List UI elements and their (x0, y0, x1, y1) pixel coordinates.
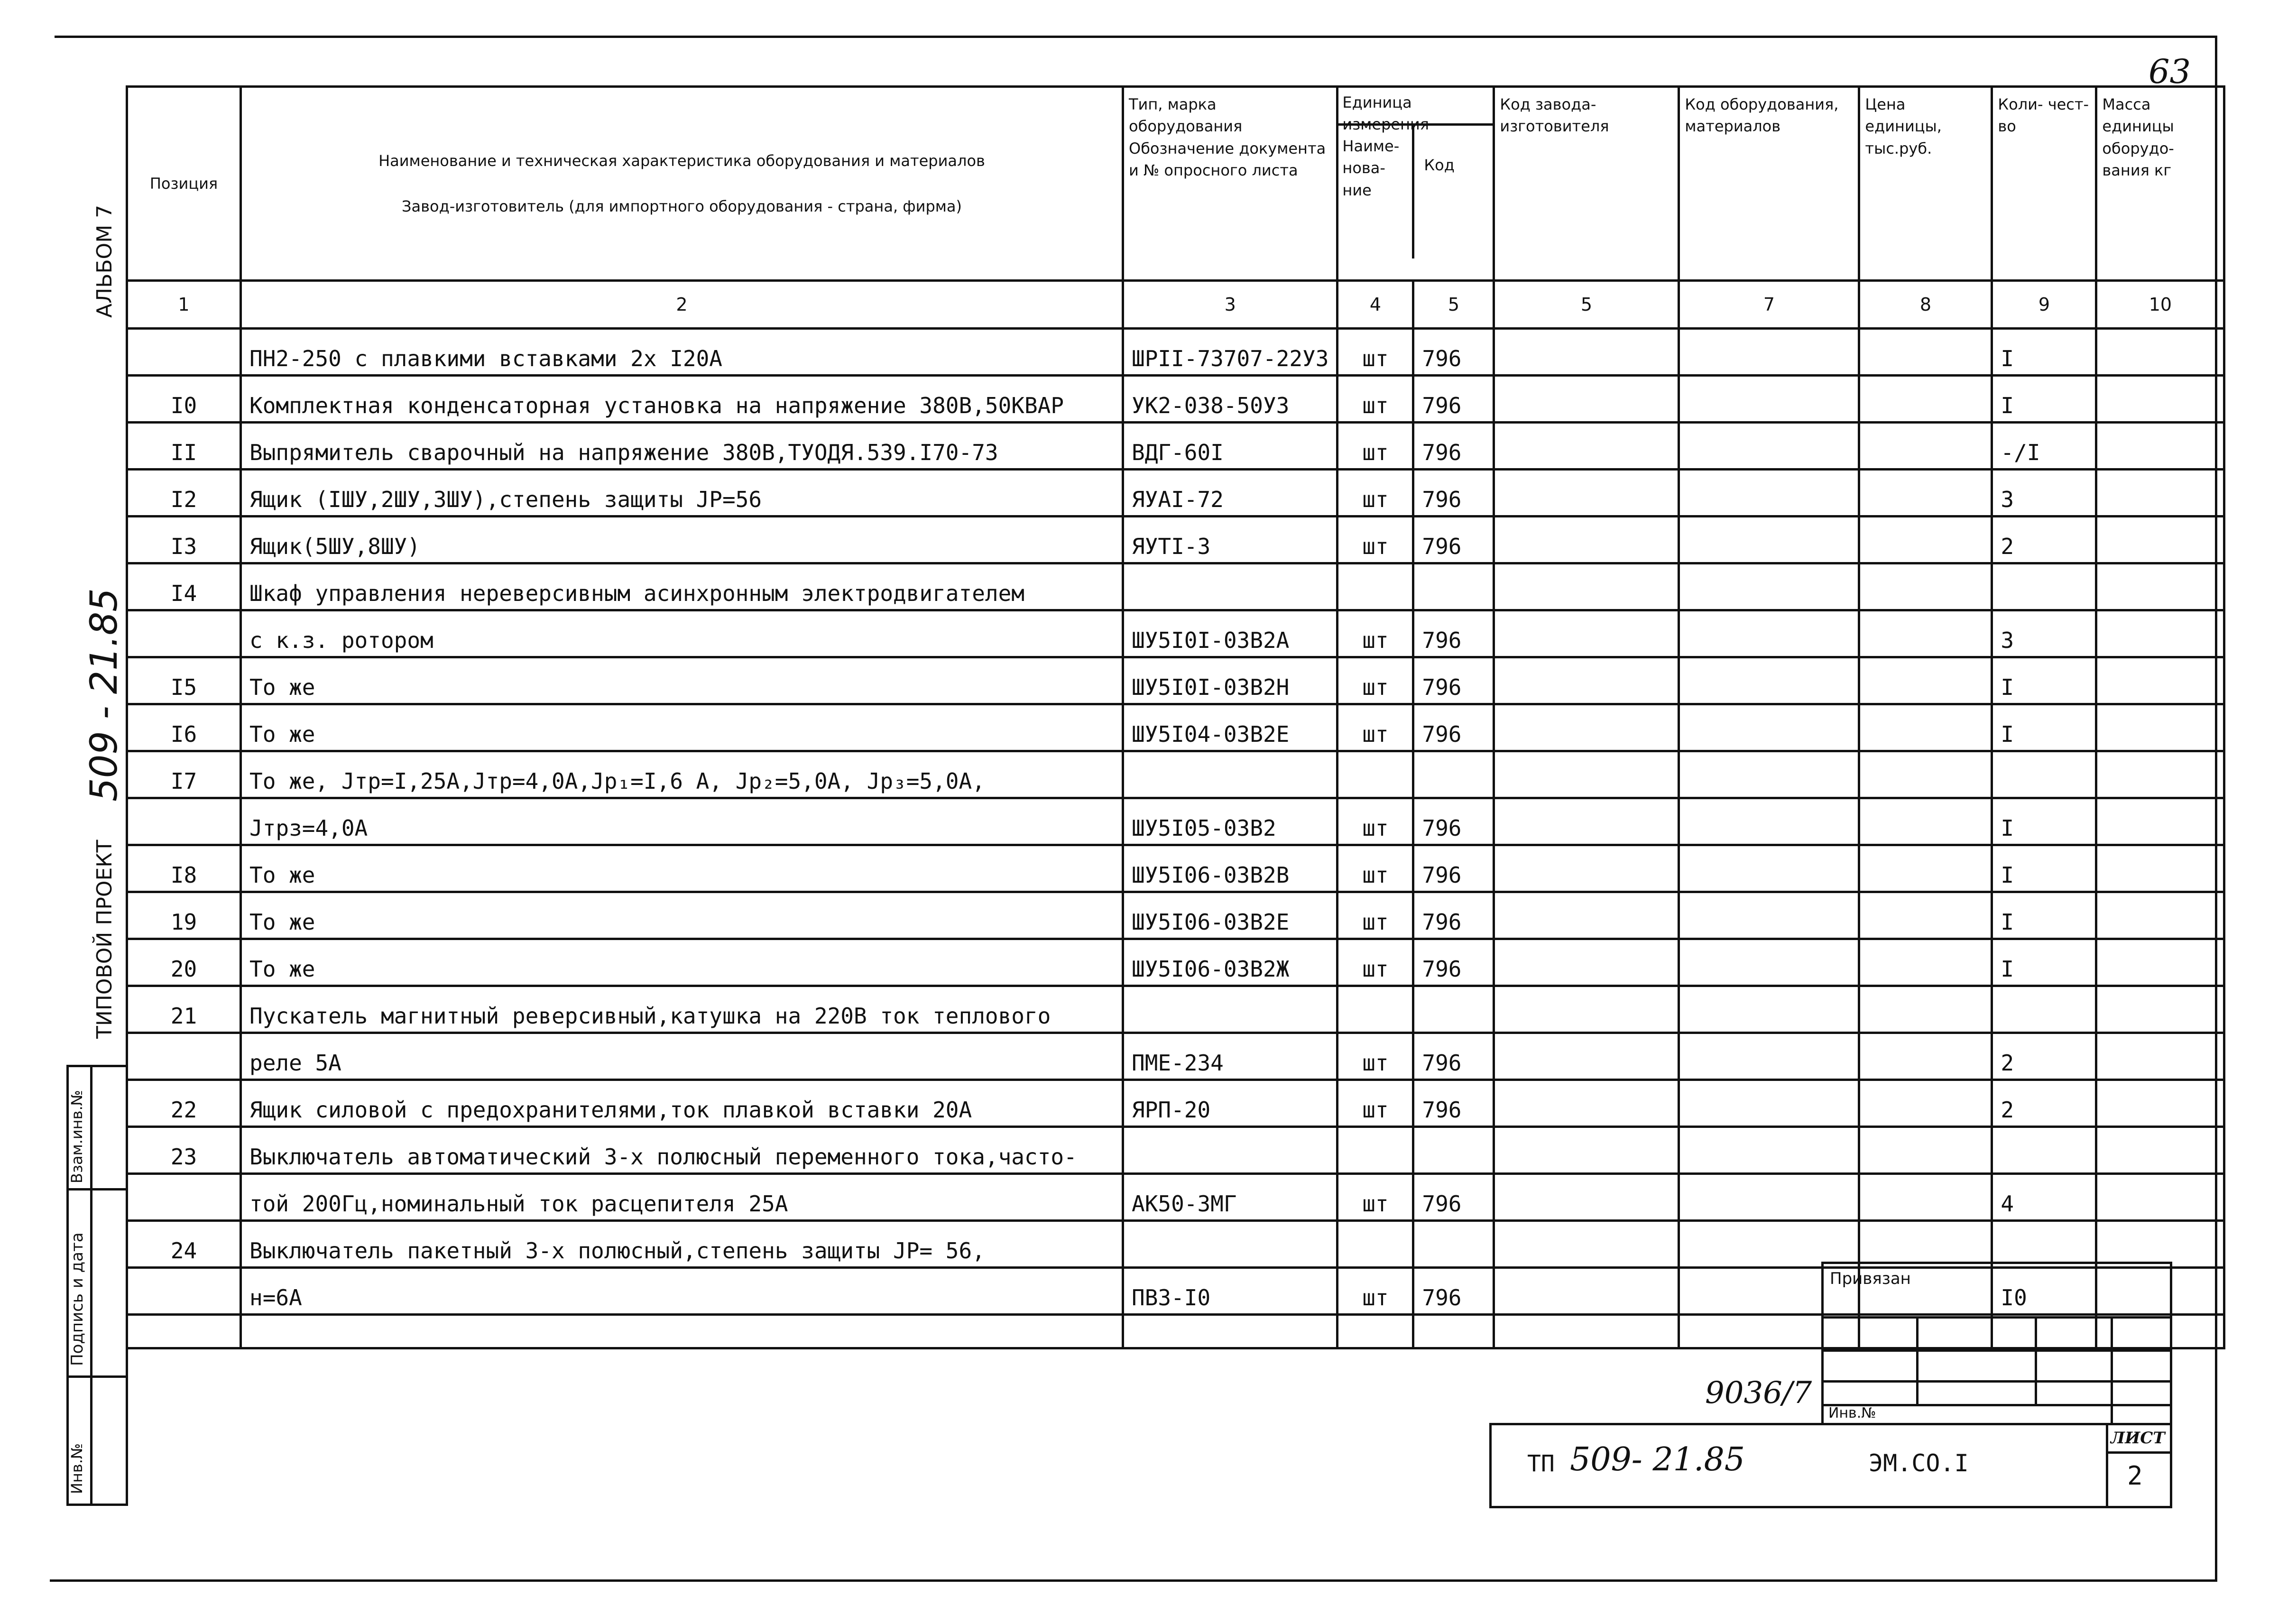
row-position (127, 1033, 241, 1080)
row-name: То же (241, 657, 1123, 704)
row-equipment-code (1679, 470, 1859, 517)
row-quantity (1992, 751, 2096, 798)
row-quantity: I (1992, 329, 2096, 376)
row-name: То же (241, 939, 1123, 986)
row-equipment-code (1679, 423, 1859, 470)
row-price (1859, 986, 1992, 1033)
row-type (1123, 563, 1337, 610)
privyazan-line-2 (1821, 1349, 2172, 1352)
row-factory-code (1494, 329, 1679, 376)
row-type: ШУ5I04-03В2Е (1123, 704, 1337, 751)
row-equipment-code (1679, 751, 1859, 798)
row-equipment-code (1679, 610, 1859, 657)
header-factory-code: Код завода- изготовителя (1494, 87, 1679, 281)
side-album: АЛЬБОМ 7 (92, 204, 117, 318)
row-quantity: I0 (1992, 1268, 2096, 1315)
row-price (1859, 1127, 1992, 1174)
row-code: 796 (1413, 517, 1494, 563)
tp-prefix: ТП (1527, 1450, 1555, 1477)
row-name: Ящик силовой с предохранителями,ток плавкой вставки 20А (241, 1080, 1123, 1127)
row-name: То же (241, 845, 1123, 892)
row-unit: шт (1337, 1268, 1413, 1315)
row-equipment-code (1679, 517, 1859, 563)
header-quantity: Коли- чест- во (1992, 87, 2096, 281)
row-unit: шт (1337, 657, 1413, 704)
side-box-line-1 (66, 1188, 128, 1190)
row-position: I5 (127, 657, 241, 704)
row-equipment-code (1679, 798, 1859, 845)
row-price (1859, 657, 1992, 704)
header-unit-title: Единица измерения (1338, 88, 1493, 126)
row-price (1859, 704, 1992, 751)
sheet-line (2106, 1451, 2172, 1454)
row-mass (2096, 845, 2224, 892)
row-position: II (127, 423, 241, 470)
row-equipment-code (1679, 939, 1859, 986)
row-position (127, 329, 241, 376)
row-type: ЯУАI-72 (1123, 470, 1337, 517)
row-mass (2096, 1174, 2224, 1221)
row-mass (2096, 610, 2224, 657)
table-row (127, 329, 2224, 376)
column-number: 7 (1679, 281, 1859, 329)
row-type (1123, 1315, 1337, 1348)
row-quantity: 3 (1992, 610, 2096, 657)
row-unit: шт (1337, 798, 1413, 845)
row-mass (2096, 939, 2224, 986)
row-quantity: I (1992, 892, 2096, 939)
row-type: АК50-3МГ (1123, 1174, 1337, 1221)
row-quantity: I (1992, 845, 2096, 892)
header-name (241, 87, 1123, 281)
row-equipment-code (1679, 1174, 1859, 1221)
header-name-line1: Наименование и техническая характеристика оборудования и материалов (378, 151, 985, 170)
row-quantity: -/I (1992, 423, 2096, 470)
table-row (127, 1033, 2224, 1080)
header-price: Цена единицы, тыс.руб. (1859, 87, 1992, 281)
row-name: той 200Гц,номинальный ток расцепителя 25А (241, 1174, 1123, 1221)
table-row (127, 986, 2224, 1033)
row-position (127, 1268, 241, 1315)
row-unit: шт (1337, 470, 1413, 517)
header-unit-code: Код (1424, 156, 1455, 174)
row-equipment-code (1679, 657, 1859, 704)
row-position: I8 (127, 845, 241, 892)
top-border (55, 36, 2217, 38)
privyazan-col-2 (2035, 1316, 2037, 1404)
row-unit (1337, 1315, 1413, 1348)
row-mass (2096, 892, 2224, 939)
specification-table (126, 85, 2225, 1349)
row-code: 796 (1413, 610, 1494, 657)
side-inv: Инв.№ (68, 1443, 86, 1494)
row-mass (2096, 329, 2224, 376)
row-type: ШУ5I0I-03В2А (1123, 610, 1337, 657)
row-price (1859, 892, 1992, 939)
row-type (1123, 986, 1337, 1033)
row-type: ВДГ-60I (1123, 423, 1337, 470)
column-number: 5 (1494, 281, 1679, 329)
row-type: ШУ5I06-03В2В (1123, 845, 1337, 892)
row-mass (2096, 470, 2224, 517)
table-row (127, 470, 2224, 517)
row-price (1859, 1174, 1992, 1221)
privyazan-label: Привязан (1830, 1269, 1911, 1288)
row-factory-code (1494, 423, 1679, 470)
row-unit: шт (1337, 1033, 1413, 1080)
row-type: ЯУТI-3 (1123, 517, 1337, 563)
tp-code: 509- 21.85 (1570, 1441, 1745, 1478)
table-row (127, 1080, 2224, 1127)
row-code (1413, 986, 1494, 1033)
row-name: Пускатель магнитный реверсивный,катушка на 220В ток теплового (241, 986, 1123, 1033)
row-code: 796 (1413, 423, 1494, 470)
row-equipment-code (1679, 329, 1859, 376)
row-type: ПВЗ-I0 (1123, 1268, 1337, 1315)
column-number: 5 (1413, 281, 1494, 329)
page-number: 63 (2149, 52, 2191, 91)
header-type: Тип, марка оборудования Обозначение документа и № опросного листа (1123, 87, 1337, 281)
table-row (127, 1221, 2224, 1268)
row-factory-code (1494, 751, 1679, 798)
row-name: Ящик (IШУ,2ШУ,3ШУ),степень защиты ЈР=56 (241, 470, 1123, 517)
table-row (127, 704, 2224, 751)
table-row (127, 845, 2224, 892)
row-mass (2096, 563, 2224, 610)
sheet-divider (2106, 1423, 2108, 1508)
row-name: Выключатель пакетный 3-х полюсный,степень защиты ЈР= 56, (241, 1221, 1123, 1268)
row-position: 21 (127, 986, 241, 1033)
row-quantity (1992, 563, 2096, 610)
row-equipment-code (1679, 986, 1859, 1033)
row-name (241, 1315, 1123, 1348)
row-unit: шт (1337, 845, 1413, 892)
row-price (1859, 470, 1992, 517)
row-price (1859, 751, 1992, 798)
row-code (1413, 563, 1494, 610)
row-mass (2096, 376, 2224, 423)
row-price (1859, 610, 1992, 657)
row-equipment-code (1679, 376, 1859, 423)
row-mass (2096, 798, 2224, 845)
row-mass (2096, 986, 2224, 1033)
row-unit: шт (1337, 423, 1413, 470)
row-name: Выпрямитель сварочный на напряжение 380В,ТУОДЯ.539.I70-73 (241, 423, 1123, 470)
row-name: То же, Јтр=I,25А,Јтр=4,0А,Јр₁=I,6 А, Јр₂=5,0А, Јр₃=5,0А, (241, 751, 1123, 798)
row-factory-code (1494, 798, 1679, 845)
header-name-line2: Завод-изготовитель (для импортного оборудования - страна, фирма) (402, 197, 962, 215)
row-code: 796 (1413, 329, 1494, 376)
row-name: Јтрз=4,0А (241, 798, 1123, 845)
header-equipment-code: Код оборудования, материалов (1679, 87, 1859, 281)
bottom-border (50, 1579, 2217, 1582)
row-equipment-code (1679, 704, 1859, 751)
row-name: Комплектная конденсаторная установка на напряжение 380В,50КВАР (241, 376, 1123, 423)
row-type: ЯРП-20 (1123, 1080, 1337, 1127)
header-row (127, 87, 2224, 281)
row-equipment-code (1679, 563, 1859, 610)
row-unit (1337, 1127, 1413, 1174)
table-row (127, 563, 2224, 610)
row-type: ШУ5I06-03В2Е (1123, 892, 1337, 939)
side-podpis: Подпись и дата (68, 1232, 87, 1366)
header-mass: Масса единицы оборудо- вания кг (2096, 87, 2224, 281)
row-code: 796 (1413, 704, 1494, 751)
table-row (127, 751, 2224, 798)
row-position: 20 (127, 939, 241, 986)
row-position: 19 (127, 892, 241, 939)
row-name: с к.з. ротором (241, 610, 1123, 657)
row-factory-code (1494, 517, 1679, 563)
row-type: ШРII-73707-22УЗ (1123, 329, 1337, 376)
row-mass (2096, 1033, 2224, 1080)
row-type: УК2-038-50УЗ (1123, 376, 1337, 423)
column-number: 2 (241, 281, 1123, 329)
doc-code: ЭМ.СО.I (1869, 1449, 1969, 1477)
row-code (1413, 1315, 1494, 1348)
row-unit: шт (1337, 1080, 1413, 1127)
column-number-row (127, 281, 2224, 329)
row-price (1859, 939, 1992, 986)
row-equipment-code (1679, 1033, 1859, 1080)
privyazan-line-3 (1821, 1380, 2172, 1383)
row-factory-code (1494, 470, 1679, 517)
row-price (1859, 423, 1992, 470)
row-type: ШУ5I05-03В2 (1123, 798, 1337, 845)
column-number: 10 (2096, 281, 2224, 329)
column-number: 3 (1123, 281, 1337, 329)
column-number: 4 (1337, 281, 1413, 329)
row-unit (1337, 1221, 1413, 1268)
row-factory-code (1494, 1174, 1679, 1221)
row-price (1859, 517, 1992, 563)
row-factory-code (1494, 986, 1679, 1033)
inv-label: Инв.№ (1828, 1405, 1876, 1421)
row-unit: шт (1337, 329, 1413, 376)
row-unit: шт (1337, 704, 1413, 751)
table-row (127, 517, 2224, 563)
row-position (127, 1315, 241, 1348)
row-quantity: I (1992, 657, 2096, 704)
row-mass (2096, 1127, 2224, 1174)
row-factory-code (1494, 563, 1679, 610)
row-code: 796 (1413, 1080, 1494, 1127)
table-row (127, 610, 2224, 657)
row-price (1859, 329, 1992, 376)
row-code: 796 (1413, 845, 1494, 892)
row-price (1859, 1033, 1992, 1080)
row-name: То же (241, 892, 1123, 939)
row-name: Шкаф управления нереверсивным асинхронным электродвигателем (241, 563, 1123, 610)
row-code: 796 (1413, 1268, 1494, 1315)
row-quantity: I (1992, 376, 2096, 423)
row-unit (1337, 751, 1413, 798)
row-price (1859, 376, 1992, 423)
row-name: н=6А (241, 1268, 1123, 1315)
column-number: 8 (1859, 281, 1992, 329)
sheet-label: ЛИСТ (2111, 1429, 2165, 1448)
privyazan-col-1 (1916, 1316, 1919, 1404)
table-row (127, 892, 2224, 939)
header-unit-group (1337, 87, 1494, 281)
side-project-code: 509 - 21.85 (83, 588, 126, 802)
table-row (127, 1127, 2224, 1174)
row-factory-code (1494, 1033, 1679, 1080)
row-code (1413, 1221, 1494, 1268)
table-row (127, 657, 2224, 704)
row-code: 796 (1413, 939, 1494, 986)
row-unit: шт (1337, 517, 1413, 563)
row-code: 796 (1413, 376, 1494, 423)
row-quantity: 2 (1992, 1080, 2096, 1127)
row-code (1413, 1127, 1494, 1174)
row-factory-code (1494, 1221, 1679, 1268)
row-unit: шт (1337, 610, 1413, 657)
row-quantity: 4 (1992, 1174, 2096, 1221)
row-factory-code (1494, 376, 1679, 423)
row-quantity (1992, 1221, 2096, 1268)
column-number: 9 (1992, 281, 2096, 329)
row-code: 796 (1413, 657, 1494, 704)
row-unit (1337, 986, 1413, 1033)
row-unit: шт (1337, 892, 1413, 939)
row-quantity: I (1992, 704, 2096, 751)
row-equipment-code (1679, 1127, 1859, 1174)
row-equipment-code (1679, 1080, 1859, 1127)
side-box-line-2 (66, 1375, 128, 1378)
row-unit: шт (1337, 376, 1413, 423)
row-unit (1337, 563, 1413, 610)
row-position: I4 (127, 563, 241, 610)
row-code: 796 (1413, 1174, 1494, 1221)
row-price (1859, 1221, 1992, 1268)
row-code: 796 (1413, 1033, 1494, 1080)
privyazan-col-3 (2111, 1316, 2113, 1425)
row-code (1413, 751, 1494, 798)
row-quantity: 2 (1992, 1033, 2096, 1080)
row-position: I3 (127, 517, 241, 563)
table-row (127, 1174, 2224, 1221)
row-price (1859, 563, 1992, 610)
table-row (127, 798, 2224, 845)
privyazan-line-1 (1821, 1316, 2172, 1319)
row-position: I0 (127, 376, 241, 423)
row-mass (2096, 423, 2224, 470)
header-unit-name: Наиме- нова- ние (1338, 126, 1414, 258)
row-type: ШУ5I06-03В2Ж (1123, 939, 1337, 986)
row-type: ПМЕ-234 (1123, 1033, 1337, 1080)
column-number: 1 (127, 281, 241, 329)
row-quantity: I (1992, 939, 2096, 986)
row-name: реле 5А (241, 1033, 1123, 1080)
sheet-number: 2 (2127, 1461, 2143, 1491)
row-type (1123, 751, 1337, 798)
row-quantity (1992, 1127, 2096, 1174)
row-price (1859, 1080, 1992, 1127)
row-factory-code (1494, 939, 1679, 986)
row-quantity (1992, 986, 2096, 1033)
row-position: 22 (127, 1080, 241, 1127)
row-mass (2096, 1221, 2224, 1268)
row-unit: шт (1337, 939, 1413, 986)
row-mass (2096, 1080, 2224, 1127)
row-position (127, 798, 241, 845)
row-position (127, 610, 241, 657)
row-factory-code (1494, 704, 1679, 751)
row-position: 23 (127, 1127, 241, 1174)
row-factory-code (1494, 1127, 1679, 1174)
row-mass (2096, 657, 2224, 704)
row-position: I6 (127, 704, 241, 751)
side-vzam: Взам.инв.№ (68, 1090, 86, 1183)
row-equipment-code (1679, 1221, 1859, 1268)
row-equipment-code (1679, 845, 1859, 892)
table-row (127, 423, 2224, 470)
side-project: ТИПОВОЙ ПРОЕКТ (92, 840, 117, 1039)
row-quantity: 2 (1992, 517, 2096, 563)
side-box-divider (90, 1065, 92, 1506)
row-position (127, 1174, 241, 1221)
row-type (1123, 1127, 1337, 1174)
row-name: Ящик(5ШУ,8ШУ) (241, 517, 1123, 563)
row-position: 24 (127, 1221, 241, 1268)
row-equipment-code (1679, 892, 1859, 939)
row-name: То же (241, 704, 1123, 751)
row-unit: шт (1337, 1174, 1413, 1221)
row-mass (2096, 517, 2224, 563)
row-position: I2 (127, 470, 241, 517)
row-code: 796 (1413, 798, 1494, 845)
table-row (127, 376, 2224, 423)
row-quantity: 3 (1992, 470, 2096, 517)
row-name: ПН2-250 с плавкими вставками 2х I20А (241, 329, 1123, 376)
row-code: 796 (1413, 470, 1494, 517)
header-position: Позиция (127, 87, 241, 281)
row-type: ШУ5I0I-03В2Н (1123, 657, 1337, 704)
row-type (1123, 1221, 1337, 1268)
row-price (1859, 798, 1992, 845)
row-factory-code (1494, 657, 1679, 704)
table-row (127, 939, 2224, 986)
stamp (1489, 1262, 2172, 1508)
row-factory-code (1494, 1080, 1679, 1127)
row-position: I7 (127, 751, 241, 798)
row-factory-code (1494, 892, 1679, 939)
row-mass (2096, 704, 2224, 751)
row-name: Выключатель автоматический 3-х полюсный переменного тока,часто- (241, 1127, 1123, 1174)
row-quantity: I (1992, 798, 2096, 845)
row-factory-code (1494, 610, 1679, 657)
row-mass (2096, 751, 2224, 798)
row-factory-code (1494, 845, 1679, 892)
row-code: 796 (1413, 892, 1494, 939)
handwritten-number: 9036/7 (1705, 1375, 1812, 1411)
row-price (1859, 845, 1992, 892)
